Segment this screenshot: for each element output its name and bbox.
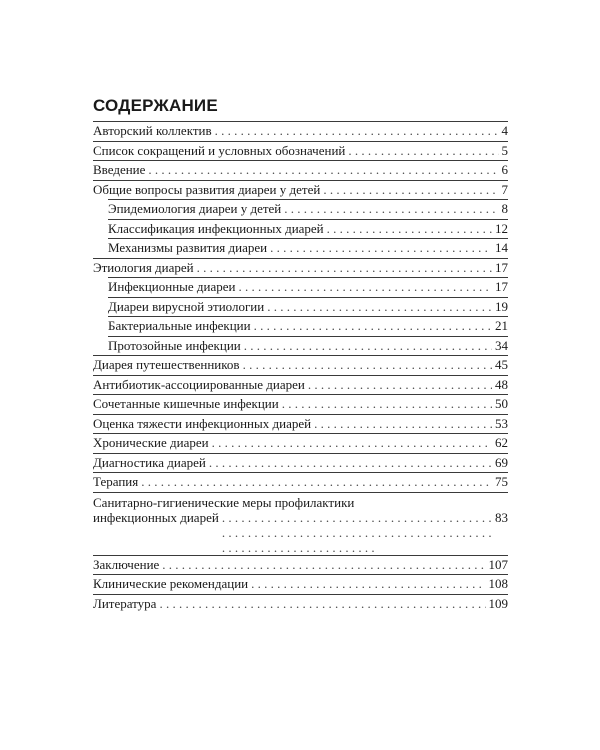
toc-entry-page: 48 bbox=[495, 376, 508, 392]
toc-subentry[interactable] bbox=[93, 336, 508, 356]
leader-dots bbox=[270, 239, 492, 258]
toc-entry-text: Диагностика диарей bbox=[93, 454, 206, 470]
toc-entry-text: Общие вопросы развития диареи у детей bbox=[93, 181, 321, 197]
toc-entry-page: 17 bbox=[495, 259, 508, 275]
toc-entry-page: 34 bbox=[495, 337, 508, 353]
toc-entry[interactable] bbox=[93, 355, 508, 375]
leader-dots bbox=[327, 220, 492, 239]
leader-dots bbox=[267, 298, 492, 317]
toc-entry-text-line1: Санитарно-гигиенические меры профилактики bbox=[93, 494, 355, 510]
toc-title: СОДЕРЖАНИЕ bbox=[93, 96, 218, 115]
toc-entry-page: 45 bbox=[495, 357, 508, 372]
leader-dots bbox=[148, 161, 498, 180]
toc-entry[interactable] bbox=[93, 121, 508, 141]
toc-entry[interactable] bbox=[93, 141, 508, 161]
leader-dots bbox=[244, 337, 492, 356]
toc-entry-page: 6 bbox=[501, 162, 508, 177]
leader-dots bbox=[314, 415, 492, 434]
toc-entry-page: 17 bbox=[495, 279, 508, 294]
leader-dots bbox=[323, 181, 498, 200]
toc-entry-page: 14 bbox=[495, 240, 508, 255]
leader-dots bbox=[159, 595, 485, 614]
toc-entry-text: Диареи вирусной этиологии bbox=[108, 298, 265, 314]
toc-entry-page: 62 bbox=[495, 435, 508, 450]
toc-entry-page: 21 bbox=[495, 318, 508, 333]
toc-entry-multiline[interactable] bbox=[93, 492, 508, 555]
toc-entry[interactable] bbox=[93, 453, 508, 473]
toc-entry-text: Авторский коллектив bbox=[93, 123, 212, 138]
leader-dots bbox=[348, 142, 498, 161]
toc-entry-text: Клинические рекомендации bbox=[93, 576, 249, 591]
toc-subentry[interactable] bbox=[93, 219, 508, 239]
leader-dots bbox=[162, 556, 485, 575]
toc-entry-page: 109 bbox=[488, 595, 508, 611]
leader-dots bbox=[284, 200, 498, 219]
toc-entry-text: Этиология диарей bbox=[93, 259, 194, 275]
toc-entry[interactable] bbox=[93, 375, 508, 395]
toc-subentry[interactable] bbox=[93, 238, 508, 258]
toc-entry-text: Введение bbox=[93, 162, 146, 177]
toc-entry-text: Терапия bbox=[93, 474, 139, 489]
toc-entry-text: Бактериальные инфекции bbox=[108, 318, 251, 333]
toc-entry[interactable] bbox=[93, 394, 508, 414]
leader-dots bbox=[215, 122, 499, 141]
toc-entry-text: Антибиотик-ассоциированные диареи bbox=[93, 376, 305, 392]
toc-subentry[interactable] bbox=[93, 277, 508, 297]
leader-dots bbox=[308, 376, 492, 395]
toc-entry-page: 5 bbox=[501, 142, 508, 158]
toc-entry-page: 75 bbox=[495, 474, 508, 489]
toc-entry[interactable] bbox=[93, 433, 508, 453]
leader-dots bbox=[251, 575, 485, 594]
leader-dots bbox=[243, 356, 492, 375]
toc-entry-text: Инфекционные диареи bbox=[108, 279, 236, 294]
toc-entry-text: Список сокращений и условных обозначений bbox=[93, 142, 346, 158]
toc-list bbox=[93, 121, 508, 613]
toc-entry-text: Механизмы развития диареи bbox=[108, 240, 268, 255]
leader-dots bbox=[197, 259, 492, 278]
toc-entry-page: 53 bbox=[495, 415, 508, 431]
toc-entry-page: 50 bbox=[495, 396, 508, 411]
toc-entry-text: Эпидемиология диареи у детей bbox=[108, 201, 282, 216]
toc-entry[interactable] bbox=[93, 555, 508, 575]
toc-entry-page: 12 bbox=[495, 220, 508, 236]
leader-dots bbox=[222, 510, 492, 555]
toc-entry[interactable] bbox=[93, 258, 508, 278]
toc-entry-page: 19 bbox=[495, 298, 508, 314]
toc-entry-text: Хронические диареи bbox=[93, 435, 209, 450]
leader-dots bbox=[239, 278, 492, 297]
toc-entry-page: 69 bbox=[495, 454, 508, 470]
toc-entry[interactable] bbox=[93, 414, 508, 434]
toc-entry[interactable] bbox=[93, 574, 508, 594]
leader-dots bbox=[282, 395, 492, 414]
toc-entry-page: 7 bbox=[501, 181, 508, 197]
toc-entry-text: Оценка тяжести инфекционных диарей bbox=[93, 415, 312, 431]
toc-entry-text: Сочетанные кишечные инфекции bbox=[93, 396, 279, 411]
toc-entry[interactable] bbox=[93, 594, 508, 614]
toc-entry-text: Протозойные инфекции bbox=[108, 337, 241, 353]
toc-entry-text: Классификация инфекционных диарей bbox=[108, 220, 324, 236]
toc-entry-page: 4 bbox=[501, 123, 508, 138]
leader-dots bbox=[254, 317, 492, 336]
toc-subentry[interactable] bbox=[93, 316, 508, 336]
leader-dots bbox=[209, 454, 492, 473]
toc-entry-text-line2: инфекционных диарей bbox=[93, 509, 219, 525]
toc-subentry[interactable] bbox=[93, 199, 508, 219]
toc-entry[interactable] bbox=[93, 160, 508, 180]
toc-entry-text: Литература bbox=[93, 595, 157, 611]
toc-entry-page: 83 bbox=[495, 509, 508, 525]
toc-entry[interactable] bbox=[93, 180, 508, 200]
toc-subentry[interactable] bbox=[93, 297, 508, 317]
leader-dots bbox=[141, 473, 492, 492]
toc-entry-text: Заключение bbox=[93, 556, 160, 572]
toc-entry-page: 107 bbox=[488, 556, 508, 572]
toc-entry-text: Диарея путешественников bbox=[93, 357, 240, 372]
toc-entry[interactable] bbox=[93, 472, 508, 492]
toc-entry-page: 8 bbox=[501, 201, 508, 216]
toc-entry-page: 108 bbox=[488, 576, 508, 591]
leader-dots bbox=[212, 434, 492, 453]
